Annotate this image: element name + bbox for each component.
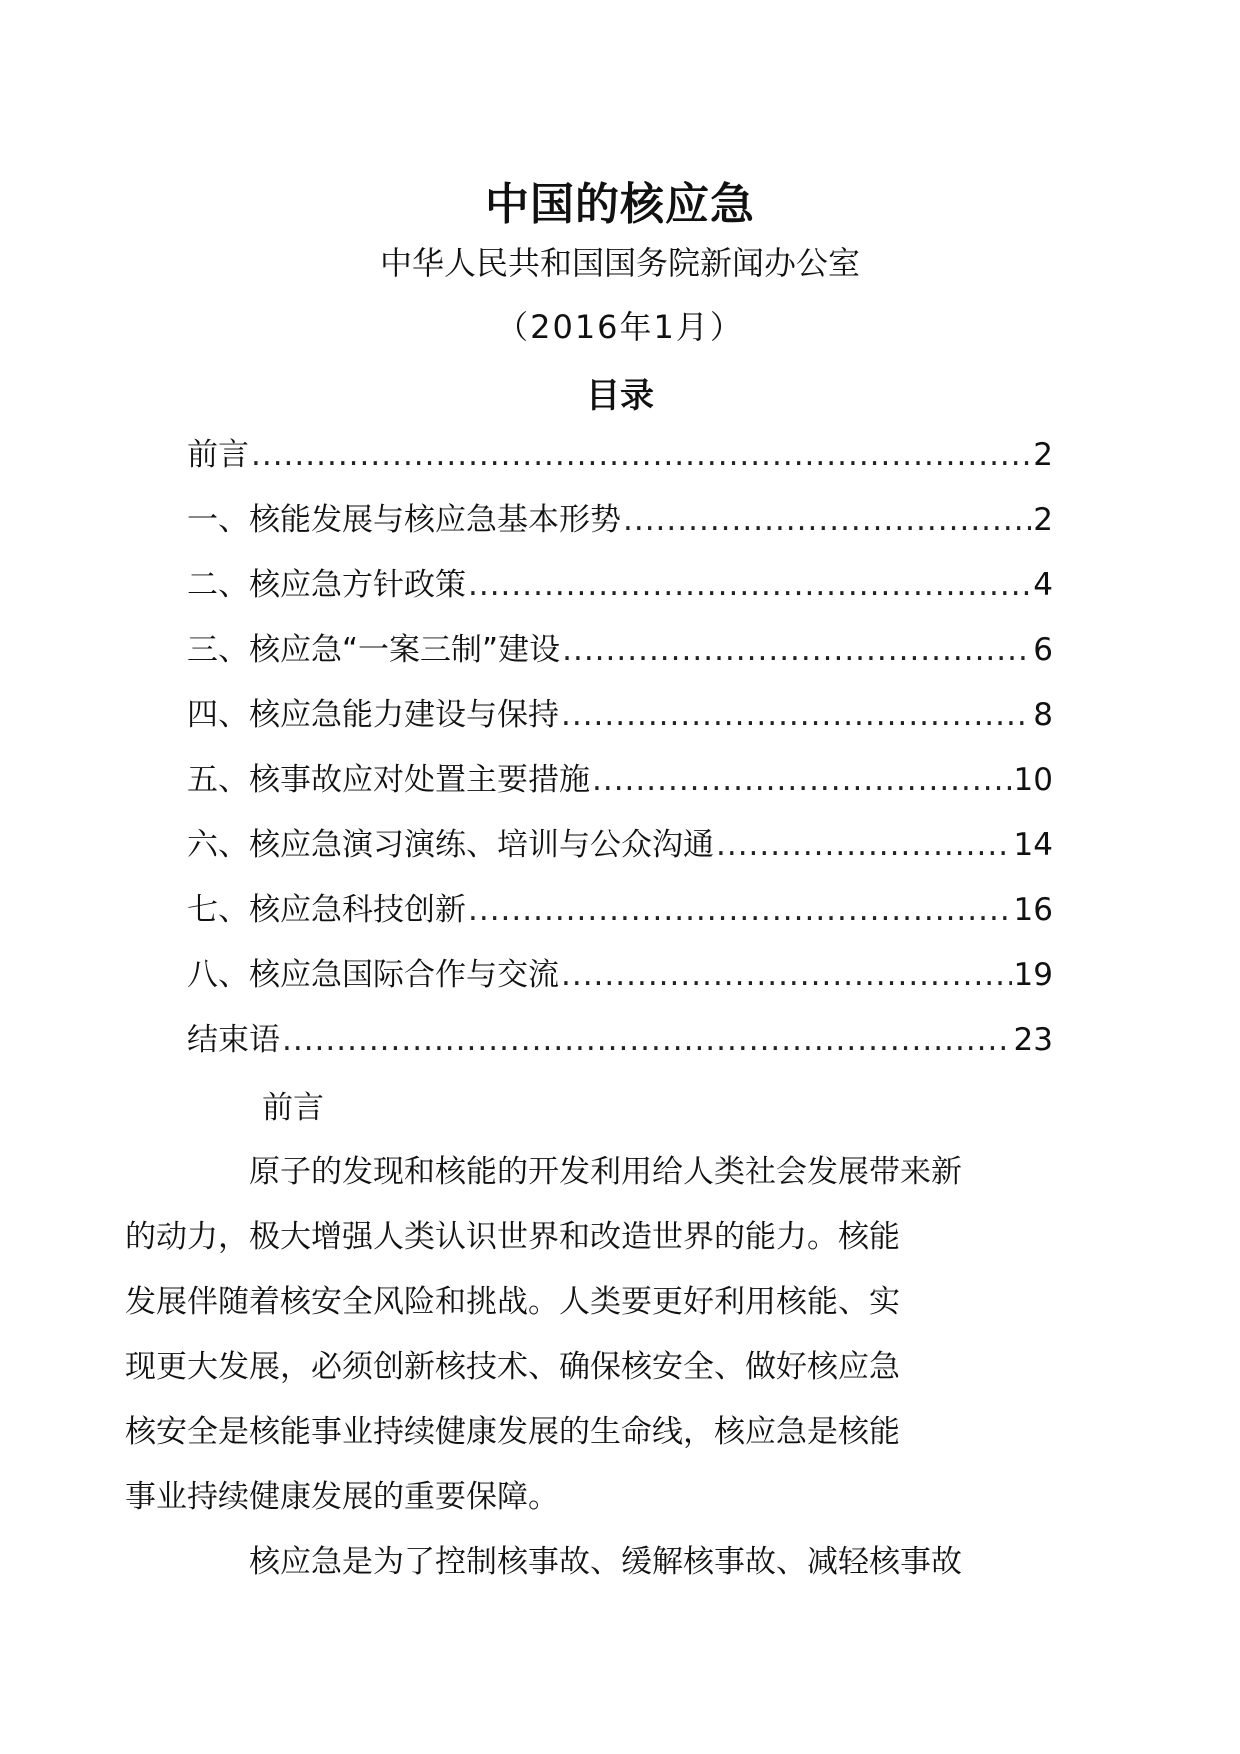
toc-entry-chapter-7[interactable] xyxy=(187,885,1053,950)
toc-leader-dots xyxy=(592,755,1012,805)
toc-entry-page: 8 xyxy=(1033,697,1053,733)
toc-entry-chapter-1[interactable] xyxy=(187,495,1053,560)
preface-paragraph-2 xyxy=(187,1530,1053,1595)
preface-body xyxy=(125,1140,1053,1595)
paragraph-line: 现更大发展，必须创新核技术、确保核安全、做好核应急 xyxy=(125,1349,900,1385)
toc-entry-label: 结束语 xyxy=(187,1022,280,1058)
toc-entry-page: 16 xyxy=(1013,892,1053,928)
toc-leader-dots xyxy=(716,820,1012,870)
toc-entry-label: 四、核应急能力建设与保持 xyxy=(187,697,559,733)
toc-leader-dots xyxy=(282,1015,1012,1065)
toc-entry-label: 二、核应急方针政策 xyxy=(187,567,466,603)
toc-leader-dots xyxy=(251,430,1031,480)
toc-entry-chapter-8[interactable] xyxy=(187,950,1053,1015)
paragraph-line: 的动力，极大增强人类认识世界和改造世界的能力。核能 xyxy=(125,1219,900,1255)
toc-entry-label: 七、核应急科技创新 xyxy=(187,892,466,928)
toc-leader-dots xyxy=(468,560,1031,610)
toc-entry-chapter-5[interactable] xyxy=(187,755,1053,820)
toc-entry-chapter-6[interactable] xyxy=(187,820,1053,885)
toc-leader-dots xyxy=(623,495,1031,545)
toc-entry-page: 10 xyxy=(1013,762,1053,798)
toc-entry-preface[interactable] xyxy=(187,430,1053,495)
preface-paragraph-1 xyxy=(125,1140,1053,1530)
paragraph-line: 核安全是核能事业持续健康发展的生命线，核应急是核能 xyxy=(125,1414,900,1450)
toc-entry-page: 14 xyxy=(1013,827,1053,863)
toc-leader-dots xyxy=(562,625,1031,675)
toc-entry-page: 23 xyxy=(1013,1022,1053,1058)
toc-entry-page: 4 xyxy=(1033,567,1053,603)
toc-entry-label: 一、核能发展与核应急基本形势 xyxy=(187,502,621,538)
paragraph-line: 发展伴随着核安全风险和挑战。人类要更好利用核能、实 xyxy=(125,1284,900,1320)
toc-entry-label: 前言 xyxy=(187,437,249,473)
paragraph-line: 核应急是为了控制核事故、缓解核事故、减轻核事故 xyxy=(249,1544,962,1580)
toc-entry-page: 2 xyxy=(1033,502,1053,538)
toc-entry-page: 19 xyxy=(1013,957,1053,993)
table-of-contents xyxy=(187,430,1053,1080)
toc-entry-label: 五、核事故应对处置主要措施 xyxy=(187,762,590,798)
toc-leader-dots xyxy=(561,950,1012,1000)
toc-leader-dots xyxy=(468,885,1012,935)
toc-entry-label: 八、核应急国际合作与交流 xyxy=(187,957,559,993)
toc-entry-page: 2 xyxy=(1033,437,1053,473)
toc-entry-label: 六、核应急演习演练、培训与公众沟通 xyxy=(187,827,714,863)
document-date: （2016年1月） xyxy=(496,308,744,346)
document-issuer: 中华人民共和国国务院新闻办公室 xyxy=(379,244,860,282)
preface-heading: 前言 xyxy=(262,1090,324,1126)
toc-entry-conclusion[interactable] xyxy=(187,1015,1053,1080)
paragraph-line: 原子的发现和核能的开发利用给人类社会发展带来新 xyxy=(249,1154,962,1190)
document-title: 中国的核应急 xyxy=(485,179,755,230)
toc-leader-dots xyxy=(561,690,1031,740)
toc-entry-chapter-3[interactable] xyxy=(187,625,1053,690)
toc-entry-label: 三、核应急“一案三制”建设 xyxy=(187,632,561,668)
toc-entry-chapter-4[interactable] xyxy=(187,690,1053,755)
toc-heading: 目录 xyxy=(586,376,654,416)
toc-entry-chapter-2[interactable] xyxy=(187,560,1053,625)
paragraph-line: 事业持续健康发展的重要保障。 xyxy=(125,1479,559,1515)
toc-entry-page: 6 xyxy=(1033,632,1053,668)
